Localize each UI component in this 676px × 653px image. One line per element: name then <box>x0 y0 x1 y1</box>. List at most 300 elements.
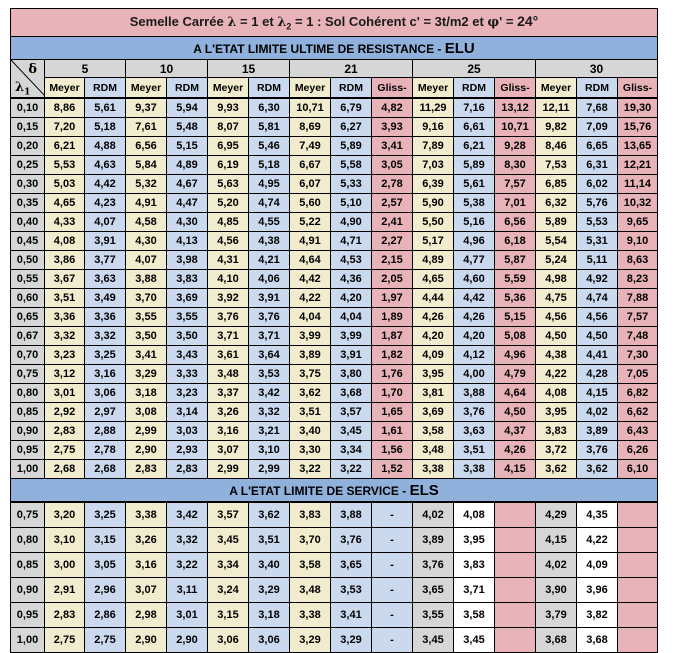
value-cell: 9,93 <box>208 98 249 118</box>
value-cell: 3,32 <box>45 327 85 346</box>
value-cell: 3,58 <box>413 422 454 441</box>
page-title: Semelle Carrée λ = 1 et $\lambda_2 = 1$ : Sol Cohérent c' = 3t/m2 et φ' = 24° <box>11 9 658 37</box>
column-header-gliss: Gliss- <box>372 78 413 99</box>
value-cell: 3,65 <box>413 578 454 603</box>
lambda-cell: 0,45 <box>11 232 45 251</box>
value-cell: 3,36 <box>85 308 126 327</box>
value-cell: 4,91 <box>126 194 167 213</box>
lambda-cell: 0,67 <box>11 327 45 346</box>
value-cell: 3,71 <box>208 327 249 346</box>
value-cell: 3,80 <box>331 365 372 384</box>
table-row <box>11 460 658 479</box>
value-cell: 3,23 <box>167 384 208 403</box>
lambda-cell: 0,40 <box>11 213 45 232</box>
value-cell: 3,06 <box>85 384 126 403</box>
value-cell: 6,27 <box>331 118 372 137</box>
value-cell: 3,11 <box>167 578 208 603</box>
value-cell: 4,60 <box>454 270 495 289</box>
table-wrapper <box>10 8 658 653</box>
value-cell: 11,29 <box>413 98 454 118</box>
value-cell: 3,51 <box>290 403 331 422</box>
value-cell: 3,01 <box>45 384 85 403</box>
value-cell: 2,93 <box>167 441 208 460</box>
value-cell: 9,10 <box>618 232 658 251</box>
value-cell: 5,58 <box>331 156 372 175</box>
value-cell: 3,83 <box>167 270 208 289</box>
value-cell: 4,58 <box>126 213 167 232</box>
value-cell: 3,88 <box>126 270 167 289</box>
value-cell: 3,76 <box>577 441 618 460</box>
value-cell: 3,08 <box>126 403 167 422</box>
value-cell: 6,43 <box>618 422 658 441</box>
value-cell <box>618 528 658 553</box>
value-cell <box>618 603 658 628</box>
delta-symbol: δ <box>28 62 37 77</box>
value-cell: 3,07 <box>126 578 167 603</box>
value-cell: 3,32 <box>167 528 208 553</box>
value-cell: 4,50 <box>577 327 618 346</box>
table-row <box>11 603 658 628</box>
value-cell: 3,51 <box>45 289 85 308</box>
value-cell: 3,82 <box>577 603 618 628</box>
lambda-cell: 0,15 <box>11 118 45 137</box>
value-cell: 7,48 <box>618 327 658 346</box>
value-cell: 4,37 <box>495 422 536 441</box>
value-cell: 5,17 <box>413 232 454 251</box>
value-cell: 4,98 <box>536 270 577 289</box>
value-cell: 4,44 <box>413 289 454 308</box>
value-cell: 13,12 <box>495 98 536 118</box>
value-cell: 5,61 <box>85 98 126 118</box>
value-cell: 3,06 <box>208 628 249 653</box>
value-cell: 2,90 <box>126 628 167 653</box>
value-cell: 3,92 <box>208 289 249 308</box>
value-cell: 3,70 <box>126 289 167 308</box>
value-cell: 2,90 <box>126 441 167 460</box>
value-cell: 2,68 <box>85 460 126 479</box>
lambda-cell: 0,75 <box>11 365 45 384</box>
value-cell: 7,57 <box>495 175 536 194</box>
table-row <box>11 528 658 553</box>
value-cell: 5,22 <box>290 213 331 232</box>
value-cell: 4,74 <box>249 194 290 213</box>
value-cell: 3,88 <box>454 384 495 403</box>
value-cell: 3,18 <box>249 603 290 628</box>
value-cell: 5,53 <box>577 213 618 232</box>
value-cell: 5,89 <box>331 137 372 156</box>
value-cell: 5,15 <box>167 137 208 156</box>
value-cell: 1,89 <box>372 308 413 327</box>
value-cell: 3,62 <box>536 460 577 479</box>
table-row <box>11 289 658 308</box>
value-cell: 3,53 <box>249 365 290 384</box>
column-header-meyer: Meyer <box>208 78 249 99</box>
value-cell: 5,60 <box>290 194 331 213</box>
table-row <box>11 213 658 232</box>
value-cell: 3,53 <box>331 578 372 603</box>
value-cell: 3,88 <box>331 502 372 528</box>
value-cell: 3,55 <box>167 308 208 327</box>
value-cell: 5,81 <box>249 118 290 137</box>
value-cell: 4,92 <box>577 270 618 289</box>
value-cell: 5,53 <box>45 156 85 175</box>
value-cell: 6,30 <box>249 98 290 118</box>
table-row <box>11 365 658 384</box>
value-cell: 3,91 <box>331 346 372 365</box>
value-cell: 4,38 <box>536 346 577 365</box>
value-cell: 3,57 <box>208 502 249 528</box>
value-cell: 4,26 <box>413 308 454 327</box>
lambda-cell: 0,65 <box>11 308 45 327</box>
table-row <box>11 346 658 365</box>
lambda-cell: 0,50 <box>11 251 45 270</box>
delta-header: 10 <box>126 60 208 78</box>
column-header-gliss: Gliss- <box>495 78 536 99</box>
value-cell: 2,83 <box>45 422 85 441</box>
value-cell: 4,50 <box>536 327 577 346</box>
value-cell: 4,85 <box>208 213 249 232</box>
value-cell: 3,41 <box>372 137 413 156</box>
value-cell: 3,14 <box>167 403 208 422</box>
value-cell: 4,07 <box>126 251 167 270</box>
value-cell: 4,96 <box>495 346 536 365</box>
value-cell: 3,25 <box>85 346 126 365</box>
lambda1-symbol: $\lambda_1$ <box>15 80 31 98</box>
value-cell: 2,99 <box>126 422 167 441</box>
value-cell: 1,82 <box>372 346 413 365</box>
value-cell: 5,20 <box>208 194 249 213</box>
value-cell: 4,56 <box>577 308 618 327</box>
value-cell: 4,20 <box>413 327 454 346</box>
table-row <box>11 384 658 403</box>
value-cell: 4,06 <box>249 270 290 289</box>
delta-lambda-corner <box>11 60 45 99</box>
value-cell: 3,15 <box>85 528 126 553</box>
value-cell: 2,78 <box>372 175 413 194</box>
value-cell: 3,67 <box>45 270 85 289</box>
value-cell: 4,26 <box>495 441 536 460</box>
column-header-meyer: Meyer <box>45 78 85 99</box>
value-cell: 4,35 <box>577 502 618 528</box>
value-cell: 7,53 <box>536 156 577 175</box>
elu-section-header: A L'ETAT LIMITE ULTIME DE RESISTANCE - ELU <box>11 37 658 60</box>
value-cell: 3,41 <box>126 346 167 365</box>
value-cell: 4,20 <box>331 289 372 308</box>
value-cell: 2,99 <box>249 460 290 479</box>
value-cell: 3,99 <box>290 327 331 346</box>
value-cell: 3,99 <box>331 327 372 346</box>
value-cell: 19,30 <box>618 98 658 118</box>
value-cell: 4,22 <box>577 528 618 553</box>
value-cell: - <box>372 502 413 528</box>
value-cell: 4,26 <box>454 308 495 327</box>
value-cell: 3,16 <box>208 422 249 441</box>
els-section-header: A L'ETAT LIMITE DE SERVICE - ELS <box>11 479 658 503</box>
column-header-rdm: RDM <box>85 78 126 99</box>
value-cell: - <box>372 578 413 603</box>
column-header-meyer: Meyer <box>126 78 167 99</box>
value-cell: 3,36 <box>45 308 85 327</box>
value-cell: 6,32 <box>536 194 577 213</box>
value-cell: 2,98 <box>126 603 167 628</box>
value-cell: 7,03 <box>413 156 454 175</box>
value-cell: 11,14 <box>618 175 658 194</box>
value-cell: 4,47 <box>167 194 208 213</box>
lambda-cell: 0,20 <box>11 137 45 156</box>
value-cell: 4,08 <box>45 232 85 251</box>
value-cell: 5,90 <box>413 194 454 213</box>
value-cell: 4,09 <box>413 346 454 365</box>
value-cell: 9,65 <box>618 213 658 232</box>
column-header-meyer: Meyer <box>536 78 577 99</box>
value-cell <box>618 628 658 653</box>
value-cell: 5,48 <box>167 118 208 137</box>
value-cell: 2,90 <box>167 628 208 653</box>
value-cell: 3,89 <box>413 528 454 553</box>
value-cell: 3,43 <box>167 346 208 365</box>
value-cell: 3,24 <box>208 578 249 603</box>
value-cell: 4,74 <box>577 289 618 308</box>
value-cell: 3,81 <box>413 384 454 403</box>
value-cell: 3,32 <box>249 403 290 422</box>
lambda-cell: 0,75 <box>11 502 45 528</box>
value-cell: 6,07 <box>290 175 331 194</box>
value-cell: 3,26 <box>208 403 249 422</box>
value-cell <box>495 553 536 578</box>
lambda-cell: 0,35 <box>11 194 45 213</box>
column-header-rdm: RDM <box>331 78 372 99</box>
column-header-rdm: RDM <box>454 78 495 99</box>
value-cell: 4,79 <box>495 365 536 384</box>
value-cell: 4,31 <box>208 251 249 270</box>
value-cell: 6,79 <box>331 98 372 118</box>
value-cell: 6,62 <box>618 403 658 422</box>
value-cell: 2,75 <box>85 628 126 653</box>
value-cell: 3,55 <box>126 308 167 327</box>
table-row <box>11 502 658 528</box>
value-cell: 4,42 <box>290 270 331 289</box>
value-cell: 4,42 <box>454 289 495 308</box>
value-cell: 3,68 <box>331 384 372 403</box>
value-cell: 3,03 <box>167 422 208 441</box>
value-cell: 4,30 <box>126 232 167 251</box>
value-cell: 7,09 <box>577 118 618 137</box>
value-cell: 4,38 <box>249 232 290 251</box>
value-cell: 3,90 <box>536 578 577 603</box>
value-cell: 10,71 <box>290 98 331 118</box>
value-cell: - <box>372 553 413 578</box>
value-cell: 2,05 <box>372 270 413 289</box>
value-cell <box>618 578 658 603</box>
value-cell: 3,79 <box>536 603 577 628</box>
value-cell: 3,40 <box>290 422 331 441</box>
value-cell: 1,65 <box>372 403 413 422</box>
value-cell: 3,05 <box>372 156 413 175</box>
value-cell: 4,64 <box>495 384 536 403</box>
value-cell: 1,52 <box>372 460 413 479</box>
table-row <box>11 628 658 653</box>
table-row <box>11 308 658 327</box>
lambda-cell: 0,85 <box>11 403 45 422</box>
value-cell: 3,51 <box>454 441 495 460</box>
value-cell: 4,08 <box>536 384 577 403</box>
value-cell: 9,28 <box>495 137 536 156</box>
value-cell: 4,23 <box>85 194 126 213</box>
value-cell: 5,63 <box>208 175 249 194</box>
value-cell: 6,10 <box>618 460 658 479</box>
value-cell: 5,03 <box>45 175 85 194</box>
value-cell: 9,16 <box>413 118 454 137</box>
value-cell: 7,68 <box>577 98 618 118</box>
value-cell: 3,48 <box>208 365 249 384</box>
value-cell: 3,22 <box>331 460 372 479</box>
value-cell: 3,76 <box>413 553 454 578</box>
value-cell: 3,61 <box>208 346 249 365</box>
value-cell: 2,86 <box>85 603 126 628</box>
column-header-meyer: Meyer <box>290 78 331 99</box>
value-cell: 1,70 <box>372 384 413 403</box>
value-cell <box>495 528 536 553</box>
value-cell: 2,15 <box>372 251 413 270</box>
value-cell: 6,02 <box>577 175 618 194</box>
value-cell: 7,88 <box>618 289 658 308</box>
table-row <box>11 553 658 578</box>
value-cell: 1,76 <box>372 365 413 384</box>
value-cell: 4,30 <box>167 213 208 232</box>
column-header-rdm: RDM <box>577 78 618 99</box>
value-cell <box>495 578 536 603</box>
value-cell: 3,49 <box>85 289 126 308</box>
value-cell: 2,96 <box>85 578 126 603</box>
value-cell: 3,26 <box>126 528 167 553</box>
value-cell: 3,01 <box>167 603 208 628</box>
value-cell: 3,98 <box>167 251 208 270</box>
value-cell: 5,54 <box>536 232 577 251</box>
lambda-cell: 0,70 <box>11 346 45 365</box>
lambda-cell: 0,85 <box>11 553 45 578</box>
value-cell: 5,89 <box>536 213 577 232</box>
value-cell: 7,20 <box>45 118 85 137</box>
value-cell: 3,30 <box>290 441 331 460</box>
value-cell: 3,29 <box>249 578 290 603</box>
lambda-cell: 0,30 <box>11 175 45 194</box>
value-cell: 3,45 <box>208 528 249 553</box>
value-cell: 3,57 <box>331 403 372 422</box>
value-cell: 3,48 <box>413 441 454 460</box>
table-row <box>11 251 658 270</box>
delta-header: 25 <box>413 60 536 78</box>
value-cell: 4,08 <box>454 502 495 528</box>
value-cell: 4,02 <box>577 403 618 422</box>
value-cell: - <box>372 628 413 653</box>
table-row <box>11 98 658 118</box>
value-cell: 4,22 <box>536 365 577 384</box>
value-cell: 2,27 <box>372 232 413 251</box>
column-header-rdm: RDM <box>249 78 290 99</box>
value-cell: 4,02 <box>413 502 454 528</box>
value-cell: 4,02 <box>536 553 577 578</box>
value-cell: 4,04 <box>331 308 372 327</box>
value-cell: 3,22 <box>167 553 208 578</box>
value-cell: 3,22 <box>290 460 331 479</box>
lambda-cell: 0,10 <box>11 98 45 118</box>
value-cell: 3,70 <box>290 528 331 553</box>
value-cell: 5,84 <box>126 156 167 175</box>
value-cell: 5,46 <box>249 137 290 156</box>
value-cell: 2,83 <box>45 603 85 628</box>
value-cell: 8,86 <box>45 98 85 118</box>
value-cell: 4,64 <box>290 251 331 270</box>
value-cell: 3,38 <box>413 460 454 479</box>
value-cell: 3,69 <box>413 403 454 422</box>
value-cell: 4,89 <box>413 251 454 270</box>
value-cell: 7,89 <box>413 137 454 156</box>
value-cell: 3,95 <box>454 528 495 553</box>
value-cell: 2,68 <box>45 460 85 479</box>
value-cell: 3,76 <box>454 403 495 422</box>
value-cell <box>618 553 658 578</box>
table-row <box>11 578 658 603</box>
value-cell: 3,38 <box>126 502 167 528</box>
value-cell: 2,83 <box>167 460 208 479</box>
column-header-meyer: Meyer <box>413 78 454 99</box>
value-cell: - <box>372 528 413 553</box>
table-row <box>11 441 658 460</box>
value-cell: 3,68 <box>577 628 618 653</box>
value-cell: 3,40 <box>249 553 290 578</box>
value-cell: 12,21 <box>618 156 658 175</box>
value-cell: 4,77 <box>454 251 495 270</box>
value-cell: 3,32 <box>85 327 126 346</box>
value-cell: 3,89 <box>577 422 618 441</box>
value-cell: 3,34 <box>208 553 249 578</box>
value-cell: 3,77 <box>85 251 126 270</box>
value-cell: 6,82 <box>618 384 658 403</box>
value-cell: 5,94 <box>167 98 208 118</box>
value-cell: 5,59 <box>495 270 536 289</box>
value-cell: 3,42 <box>249 384 290 403</box>
value-cell: 2,57 <box>372 194 413 213</box>
value-cell: 6,61 <box>454 118 495 137</box>
value-cell: 13,65 <box>618 137 658 156</box>
value-cell: 3,63 <box>454 422 495 441</box>
value-cell: 7,61 <box>126 118 167 137</box>
value-cell: 5,11 <box>577 251 618 270</box>
value-cell: 4,28 <box>577 365 618 384</box>
value-cell: 3,20 <box>45 502 85 528</box>
table-row <box>11 137 658 156</box>
value-cell: 3,25 <box>85 502 126 528</box>
value-cell: 6,18 <box>495 232 536 251</box>
value-cell: 15,76 <box>618 118 658 137</box>
value-cell: 3,63 <box>85 270 126 289</box>
value-cell: 4,10 <box>208 270 249 289</box>
value-cell: 8,07 <box>208 118 249 137</box>
value-cell: 3,68 <box>536 628 577 653</box>
value-cell: 7,01 <box>495 194 536 213</box>
value-cell: 5,18 <box>85 118 126 137</box>
value-cell: 4,15 <box>495 460 536 479</box>
value-cell: 6,65 <box>577 137 618 156</box>
value-cell: 4,15 <box>536 528 577 553</box>
value-cell: 5,16 <box>454 213 495 232</box>
value-cell: 3,95 <box>413 365 454 384</box>
value-cell: 3,16 <box>126 553 167 578</box>
value-cell: 2,99 <box>208 460 249 479</box>
value-cell: - <box>372 603 413 628</box>
value-cell: 10,71 <box>495 118 536 137</box>
table-row <box>11 175 658 194</box>
